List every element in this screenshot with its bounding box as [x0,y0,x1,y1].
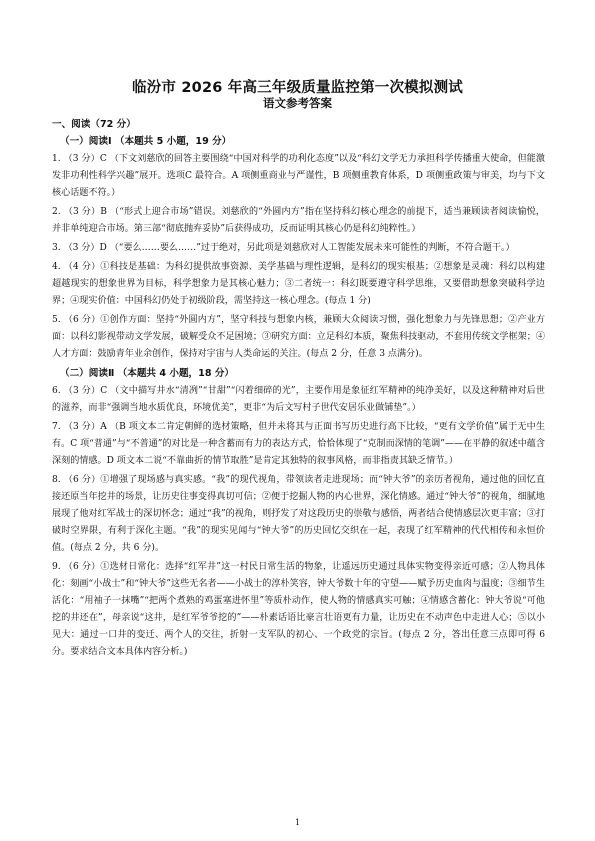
answer-item: 7. （3 分）A （B 项文本二肯定朝鲜的选材策略，但并未将其与正面书写历史进行高下比较，“更有文学价值”属于无中生有。C 项“普通”与“不普通”的对比是一种含蓄而有力的表达方式，恰恰体现了“克制而深情的笔调”——在平静的叙述中蕴含深刻的情感。D 项文本二说“不靠曲折的情节取胜”是肯定其独特的叙事风格，而非指责其缺乏情节。） [52,422,545,466]
answer-item: 8. （6 分）①增强了现场感与真实感。“我”的现代视角，带领读者走进现场；而“钟大爷”的亲历者视角，通过他的回忆直接还原当年挖井的场景，让历史往事变得真切可信；②便于挖掘人物的内心世界，深化情感。通过“钟大爷”的视角，细腻地展现了他对红军战士的深切怀念；通过“我”的视角，则抒发了对这段历史的崇敬与感悟，两者结合使情感层次更丰富；③打破时空界限，有利于深化主题。“我”的现实见闻与“钟大爷”的历史回忆交织在一起，表现了红军精神的代代相传和永恒价值。(每点 2 分，共 6 分)。 [52,475,545,553]
answer-item: 2. （3 分）B （“形式上迎合市场”错误。刘慈欣的“外圆内方”指在坚持科幻核心理念的前提下，适当兼顾读者阅读愉悦，并非单纯迎合市场。第三部“彻底抛弃妥协”后获得成功，反而证明其核心仍是科幻纯粹性。） [52,207,545,234]
page-subtitle: 语文参考答案 [263,96,332,110]
answer-item: 3. （3 分）D （“要么……要么……”过于绝对，另此项是刘慈欣对人工智能发展未来可能性的判断，不符合题干。） [52,243,515,253]
page-number: 1 [294,818,301,827]
section-heading-reading: 一、阅读（72 分） [52,119,136,130]
answer-content [52,116,545,663]
answer-item: 9. （6 分）①选材日常化：选择“红军井”这一村民日常生活的物象，让遥远历史通过具体实物变得亲近可感；②人物具体化：刻画“小战士”和“钟大爷”这些无名者——小战士的淳朴笑容，钟大爷数十年的守望——赋予历史血肉与温度；③细节生活化：“用袖子一抹嘴”“把两个煮熟的鸡蛋塞进怀里”等质朴动作，使人物的情感真实可触；④情感含蓄化：钟大爷说“可他挖的井还在”，母亲说“这井，是红军爷爷挖的”——朴素话语比豪言壮语更有力量，让历史在不动声色中走进人心；⑤以小见大：通过一口井的变迁、两个人的交往，折射一支军队的初心、一个政党的宗旨。(每点 2 分，答出任意三点即可得 6 分。要求结合文本具体内容分析。) [52,562,545,657]
section-heading-part2: （二）阅读Ⅱ （本题共 4 小题，18 分） [60,368,235,379]
answer-item: 5. （6 分）①创作方面：坚持“外圆内方”，坚守科技与想象内核，兼顾大众阅读习惯，强化想象力与先锋思想；②产业方面：以科幻影视带动文学发展，破解受众不足困境；③研究方面：立足科幻本质，聚焦科技驱动，不套用传统文学框架；④人才方面：鼓励青年业余创作，保持对宇宙与人类命运的关注。(每点 2 分，任意 3 点满分)。 [52,315,545,359]
section-heading-part1: （一）阅读Ⅰ （本题共 5 小题，19 分） [60,136,232,147]
answer-item: 4. （4 分）①科技是基础：为科幻提供故事资源、美学基础与理性逻辑，是科幻的现实根基；②想象是灵魂：科幻以构建超越现实的想象世界为目标，科学想象力是其核心魅力；③二者统一：科幻既要遵守科学思维，又要借助想象突破科学边界；④现实价值：中国科幻仍处于初级阶段，需坚持这一核心理念。(每点 1 分) [52,262,545,306]
answer-item: 6. （3 分）C （文中描写井水“清冽”“甘甜”“闪着细碎的光”，主要作用是象征红军精神的纯净美好，以及这种精神对后世的滋养，而非“强调当地水质优良，环境优美”，更非“为后文写村子世代安居乐业做铺垫”。） [52,386,545,413]
page-title: 临汾市 2026 年高三年级质量监控第一次模拟测试 [132,80,463,96]
answer-item: 1. （3 分）C （下文刘慈欣的回答主要围绕“中国对科学的功利化态度”以及“科幻文学无力承担科学传播重大使命，但能激发非功利性科学兴趣”展开。选项C 最符合。A 项侧重商业与严谨性，B 项侧重教育体系，D 项侧重政策与审美，均与下文核心话题不符。） [52,154,545,198]
